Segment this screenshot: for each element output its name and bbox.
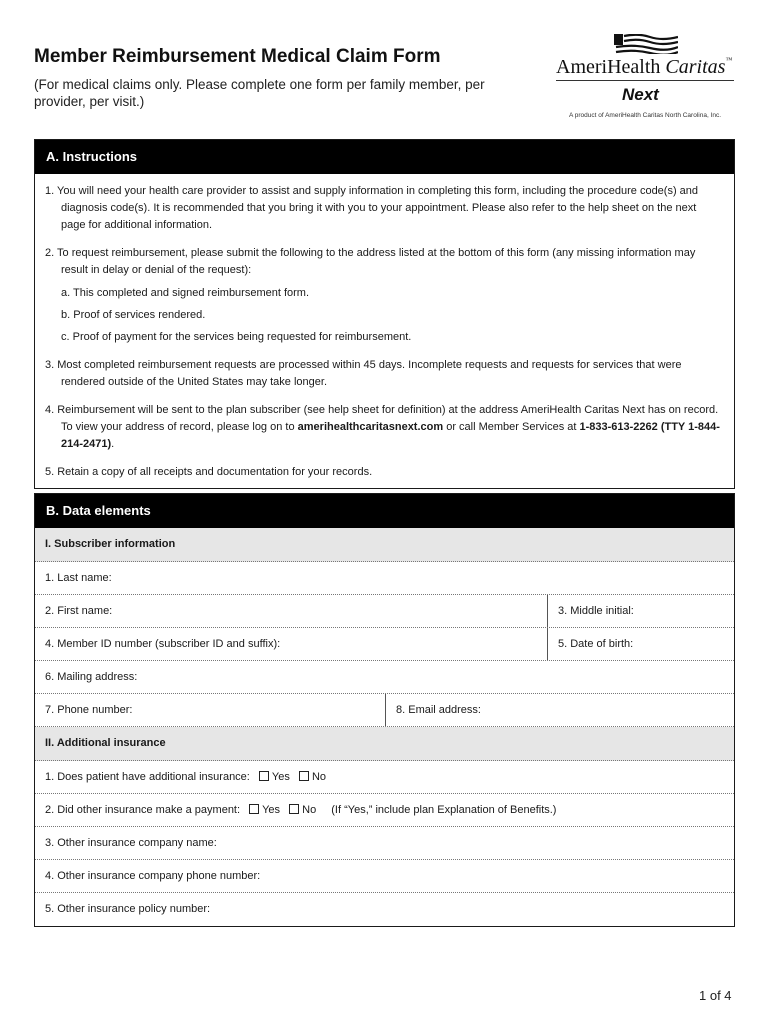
last-name-label: 1. Last name: — [45, 572, 112, 584]
other-insurance-name-field[interactable] — [35, 827, 734, 859]
phone-email-row — [35, 694, 734, 727]
checkbox-q1-yes[interactable] — [259, 771, 269, 781]
instruction-item-5: 5. Retain a copy of all receipts and documentation for your records. — [45, 466, 373, 478]
logo-brand-caritas: Caritas — [665, 56, 726, 78]
q2-no-label: No — [302, 804, 317, 816]
first-name-row — [35, 595, 734, 628]
instruction-item-1: 1. You will need your health care provider to assist and supply information in completing this form, including the procedure code(s) and diagnosis code(s). It is recommended that you bring it with you to your appointment. Please also refer to the help sheet on the next page for additional information. — [45, 185, 699, 231]
phone-number-field[interactable] — [35, 694, 385, 726]
middle-initial-label: 3. Middle initial: — [558, 605, 634, 617]
mailing-address-field[interactable] — [35, 661, 734, 693]
logo-brand-main: AmeriHealth — [556, 56, 661, 78]
q2-yes-label: Yes — [262, 804, 281, 816]
email-address-label: 8. Email address: — [396, 704, 481, 716]
member-id-row — [35, 628, 734, 661]
member-services-phone: 1-833-613-2262 (TTY 1-844-214-2471) — [61, 421, 720, 450]
logo-rule — [556, 80, 734, 81]
instruction-item-4-text: 4. Reimbursement will be sent to the plan subscriber (see help sheet for definition) at the address AmeriHealth Caritas Next has on record. To view your address of record, please log on to — [45, 404, 719, 433]
mailing-address-label: 6. Mailing address: — [45, 671, 138, 683]
subscriber-info-subheader: I. Subscriber information — [35, 528, 734, 562]
instruction-item-2a: a. This completed and signed reimbursement form. — [61, 287, 310, 299]
data-elements-header: B. Data elements — [35, 494, 734, 528]
page-number: 1 of 4 — [699, 988, 732, 1003]
logo-next: Next — [622, 85, 659, 104]
instructions-section — [34, 139, 735, 489]
checkbox-q2-yes[interactable] — [249, 804, 259, 814]
additional-insurance-subheader: II. Additional insurance — [35, 727, 734, 761]
other-payment-question: 2. Did other insurance make a payment: — [45, 804, 241, 816]
form-title: Member Reimbursement Medical Claim Form — [34, 46, 441, 67]
additional-insurance-question: 1. Does patient have additional insurance: — [45, 771, 250, 783]
date-of-birth-field[interactable] — [547, 628, 734, 660]
mailing-address-row — [35, 661, 734, 694]
logo-product-line: A product of AmeriHealth Caritas North Carolina, Inc. — [568, 112, 722, 119]
other-insurance-policy-label: 5. Other insurance policy number: — [45, 903, 211, 915]
other-insurance-name-label: 3. Other insurance company name: — [45, 837, 217, 849]
other-payment-q2-row — [35, 794, 734, 827]
instructions-header: A. Instructions — [35, 140, 734, 174]
instruction-item-2c: c. Proof of payment for the services being requested for reimbursement. — [61, 331, 412, 343]
other-insurance-phone-row — [35, 860, 734, 893]
member-id-field[interactable] — [35, 628, 547, 660]
first-name-field[interactable] — [35, 595, 547, 627]
eob-note: (If “Yes,” include plan Explanation of Benefits.) — [331, 804, 557, 816]
instruction-item-3: 3. Most completed reimbursement requests are processed within 45 days. Incomplete requests and requests for services that were rendered outside of the United States may take longer. — [45, 359, 682, 388]
flag-icon — [614, 34, 678, 54]
instruction-item-4 — [45, 402, 722, 453]
checkbox-q2-no[interactable] — [289, 804, 299, 814]
amerihealth-caritas-next-logo: AmeriHealth Caritas™ Next A product of AmeriHealth Caritas North Carolina, Inc. — [550, 32, 740, 124]
other-insurance-policy-field[interactable] — [35, 893, 734, 926]
website-link[interactable]: amerihealthcaritasnext.com — [297, 421, 444, 433]
other-insurance-phone-field[interactable] — [35, 860, 734, 892]
instruction-item-2b: b. Proof of services rendered. — [61, 309, 206, 321]
checkbox-q1-no[interactable] — [299, 771, 309, 781]
instruction-item-4-mid: or call Member Services at — [443, 421, 580, 433]
instruction-item-2: 2. To request reimbursement, please submit the following to the address listed at the bottom of this form (any missing information may result in delay or denial of the request): — [45, 247, 696, 276]
data-elements-section — [34, 493, 735, 927]
phone-number-label: 7. Phone number: — [45, 704, 133, 716]
other-insurance-policy-row — [35, 893, 734, 926]
other-insurance-name-row — [35, 827, 734, 860]
other-insurance-phone-label: 4. Other insurance company phone number: — [45, 870, 261, 882]
q1-yes-label: Yes — [271, 771, 290, 783]
instruction-item-4-end: . — [111, 438, 115, 450]
date-of-birth-label: 5. Date of birth: — [558, 638, 634, 650]
middle-initial-field[interactable] — [547, 595, 734, 627]
first-name-label: 2. First name: — [45, 605, 113, 617]
last-name-row — [35, 562, 734, 595]
last-name-field[interactable] — [35, 562, 734, 594]
additional-insurance-q1-row — [35, 761, 734, 794]
member-id-label: 4. Member ID number (subscriber ID and suffix): — [45, 638, 281, 650]
form-subtitle: (For medical claims only. Please complete one form per family member, per provider, per visit.) — [34, 77, 485, 109]
email-address-field[interactable] — [385, 694, 734, 726]
q1-no-label: No — [311, 771, 326, 783]
